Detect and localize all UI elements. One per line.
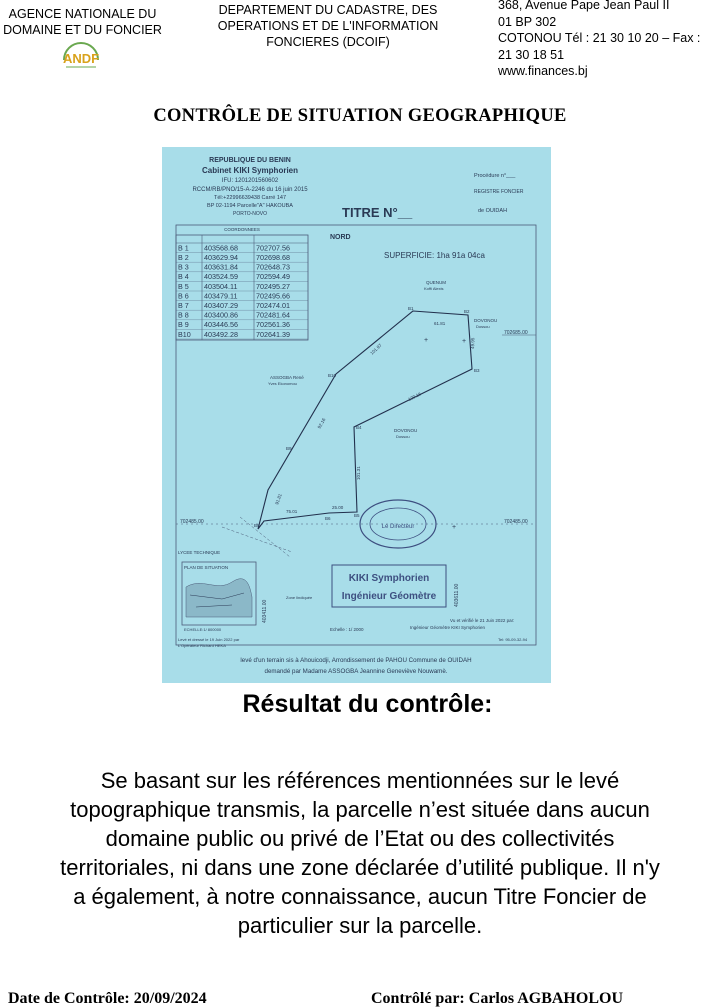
stamp-title: Ingénieur Géomètre	[341, 591, 437, 602]
grid-label-vert-left: 403411.00	[262, 599, 268, 623]
plan-bp: BP 02-1194 Parcelle"A" HAKOUBA	[207, 203, 293, 209]
coord-y: 702495.27	[256, 281, 290, 291]
neighbour-dovonou-top-name: Dossou	[476, 324, 490, 329]
addr-line-1: 368, Avenue Pape Jean Paul II	[498, 0, 670, 12]
coord-y: 702648.73	[256, 262, 290, 272]
seal-text: Le Directeur	[381, 524, 415, 530]
plan-nord: NORD	[330, 234, 351, 241]
result-line-2: topographique transmis, la parcelle n’est située dans aucun	[70, 797, 650, 822]
operateur: L'Opérateur Richard HEKA	[178, 643, 226, 648]
coord-y: 702698.68	[256, 253, 290, 262]
lycee-label: LYCEE TECHNIQUE	[178, 550, 221, 555]
controlled-by: Contrôlé par: Carlos AGBAHOLOU	[371, 990, 623, 1007]
coord-x: 403629.94	[204, 253, 238, 262]
neighbour-quenum: QUENUM	[426, 280, 446, 285]
svg-text:B9: B9	[286, 446, 292, 451]
coord-b: B 8	[178, 310, 189, 320]
plan-titre: TITRE N°__	[342, 205, 413, 220]
coord-b: B 4	[178, 272, 189, 282]
coord-x: 403407.29	[204, 301, 238, 310]
coord-y: 702474.01	[256, 301, 290, 310]
dist-b9-b10: 92.16	[316, 417, 327, 430]
coord-b: B 6	[178, 291, 189, 301]
plan-city: PORTO-NOVO	[233, 211, 267, 217]
echelle-main: Echelle : 1/ 2000	[330, 627, 364, 632]
andf-logo	[58, 40, 104, 72]
plan-republic: REPUBLIQUE DU BENIN	[209, 157, 291, 164]
coord-b: B 3	[178, 262, 189, 272]
plan-situation-label: PLAN DE SITUATION	[184, 565, 229, 570]
coord-x: 403568.68	[204, 243, 238, 253]
agency-line-1: AGENCE NATIONALE DU	[8, 7, 157, 21]
coord-rows	[176, 243, 308, 339]
addr-line-2: 01 BP 302	[498, 14, 557, 29]
grid-label-vert-right: 403611.00	[454, 583, 460, 607]
svg-text:+: +	[452, 524, 457, 531]
verified-label: Vu et vérifié le 21 Juin 2022 par:	[450, 618, 515, 623]
svg-text:B5: B5	[354, 513, 360, 518]
coord-b: B 2	[178, 253, 189, 262]
plan-footer-2: demandé par Madame ASSOGBA Jeannine Geneviève Nouwamè.	[264, 668, 448, 675]
result-line-3: domaine public ou privé de l’Etat ou des collectivités	[105, 826, 615, 851]
dist-b6-b7: 75.01	[286, 509, 298, 514]
result-text	[10, 766, 710, 940]
control-date: Date de Contrôle: 20/09/2024	[8, 990, 207, 1007]
verified-by: Ingénieur Géomètre KIKI Symphorien	[410, 625, 486, 630]
dist-b2-b3: 49.95	[470, 337, 476, 350]
plan-de-ouidah: de OUIDAH	[478, 208, 508, 214]
department-name	[208, 2, 448, 50]
svg-text:B2: B2	[464, 309, 470, 314]
addr-line-4: 21 30 18 51	[498, 47, 565, 62]
coord-y: 702641.39	[256, 329, 290, 339]
neighbour-assogba: ASSOGBA René	[270, 375, 304, 380]
dept-line-3: FONCIERES (DCOIF)	[266, 35, 390, 49]
coord-y: 702481.64	[256, 310, 290, 320]
coord-x: 403492.28	[204, 329, 238, 339]
coord-b: B 9	[178, 320, 189, 330]
result-line-1: Se basant sur les références mentionnées sur le levé	[100, 768, 620, 793]
addr-line-3: COTONOU Tél : 21 30 10 20 – Fax :	[498, 31, 701, 45]
dept-line-2: OPERATIONS ET DE L'INFORMATION	[217, 19, 439, 33]
plan-tel: Tél:+22996639438 Carré 147	[213, 195, 287, 201]
neighbour-quenum-name: Koffi Alexis	[424, 286, 444, 291]
svg-text:B4: B4	[356, 425, 362, 430]
coord-y: 702707.56	[256, 243, 290, 253]
coord-x: 403524.59	[204, 272, 238, 282]
result-line-4: territoriales, ni dans une zone déclarée d’utilité publique. Il n'y	[60, 855, 660, 880]
plan-superficie: SUPERFICIE: 1ha 91a 04ca	[384, 251, 485, 260]
coord-table-title: COORDONNEES	[224, 227, 260, 232]
dist-b4-b5: 101.31	[356, 466, 361, 480]
svg-text:B3: B3	[474, 368, 480, 373]
svg-text:+: +	[462, 338, 467, 345]
coord-y: 702561.36	[256, 320, 290, 330]
agency-name	[0, 6, 165, 38]
coord-x: 403504.11	[204, 281, 238, 291]
coord-b: B 1	[178, 243, 189, 253]
coord-x: 403400.86	[204, 310, 238, 320]
svg-text:+: +	[424, 337, 429, 344]
address-block	[498, 0, 718, 80]
plan-registre: REGISTRE FONCIER	[474, 189, 524, 195]
plan-footer-1: levé d'un terrain sis à Ahouicodji, Arrondissement de PAHOU Commune de OUIDAH	[240, 657, 472, 664]
neighbour-dovonou-top: DOVONOU	[474, 318, 498, 323]
coord-b: B10	[178, 329, 191, 339]
plan-ref: Tel: 95-09-32-94	[498, 637, 528, 642]
logo-text: ANDF	[62, 51, 100, 66]
neighbour-dovonou-mid-name: Dossou	[396, 434, 410, 439]
dept-line-1: DEPARTEMENT DU CADASTRE, DES	[218, 3, 438, 17]
echelle-small: ECHELLE:1/ 800000	[184, 627, 222, 632]
coord-y: 702594.49	[256, 272, 290, 282]
dist-b3-b4: 120.18	[407, 391, 422, 402]
plan-rccm: RCCM/RB/PNO/15-A-2246 du 16 juin 2015	[192, 187, 308, 193]
result-title: Résultat du contrôle:	[242, 690, 493, 718]
plan-ifu: IFU: 1201201560602	[221, 178, 279, 184]
leve-le: Levé et dressé le 19 Juin 2022 par	[178, 637, 240, 642]
survey-plan	[162, 147, 551, 683]
coord-b: B 5	[178, 281, 189, 291]
result-line-5: a également, à notre connaissance, aucun Titre Foncier de	[73, 884, 647, 909]
agency-line-2: DOMAINE ET DU FONCIER	[3, 23, 162, 37]
document-title: CONTRÔLE DE SITUATION GEOGRAPHIQUE	[153, 106, 567, 126]
dist-b8-b9: 91.81	[274, 493, 283, 506]
svg-text:B6: B6	[325, 516, 331, 521]
plan-procedure: Procédure n°___	[474, 173, 516, 179]
grid-label-right-bottom: 702485.00	[504, 519, 528, 525]
zone-label: Zone lindiquée	[286, 595, 313, 600]
result-line-6: particulier sur la parcelle.	[237, 913, 483, 938]
dist-b10-b1: 101.97	[369, 342, 383, 356]
grid-label-left-bottom: 702485.00	[180, 519, 204, 525]
coord-b: B 7	[178, 301, 189, 310]
coord-x: 403446.56	[204, 320, 238, 330]
svg-text:B8: B8	[254, 523, 260, 528]
svg-text:B1: B1	[408, 306, 414, 311]
addr-line-5: www.finances.bj	[498, 64, 588, 78]
coord-x: 403631.84	[204, 262, 238, 272]
coord-x: 403479.11	[204, 291, 238, 301]
svg-text:B10: B10	[328, 373, 337, 378]
neighbour-assogba-name: Yves Ekonomou	[268, 381, 297, 386]
dist-b5-b6: 25.00	[332, 505, 344, 510]
stamp-name: KIKI Symphorien	[348, 573, 430, 584]
coord-y: 702495.66	[256, 291, 290, 301]
plan-cabinet: Cabinet KIKI Symphorien	[201, 166, 299, 175]
grid-label-right-top: 702685.00	[504, 330, 528, 336]
dist-b1-b2: 61.81	[434, 321, 446, 326]
neighbour-dovonou-mid: DOVONOU	[394, 428, 418, 433]
